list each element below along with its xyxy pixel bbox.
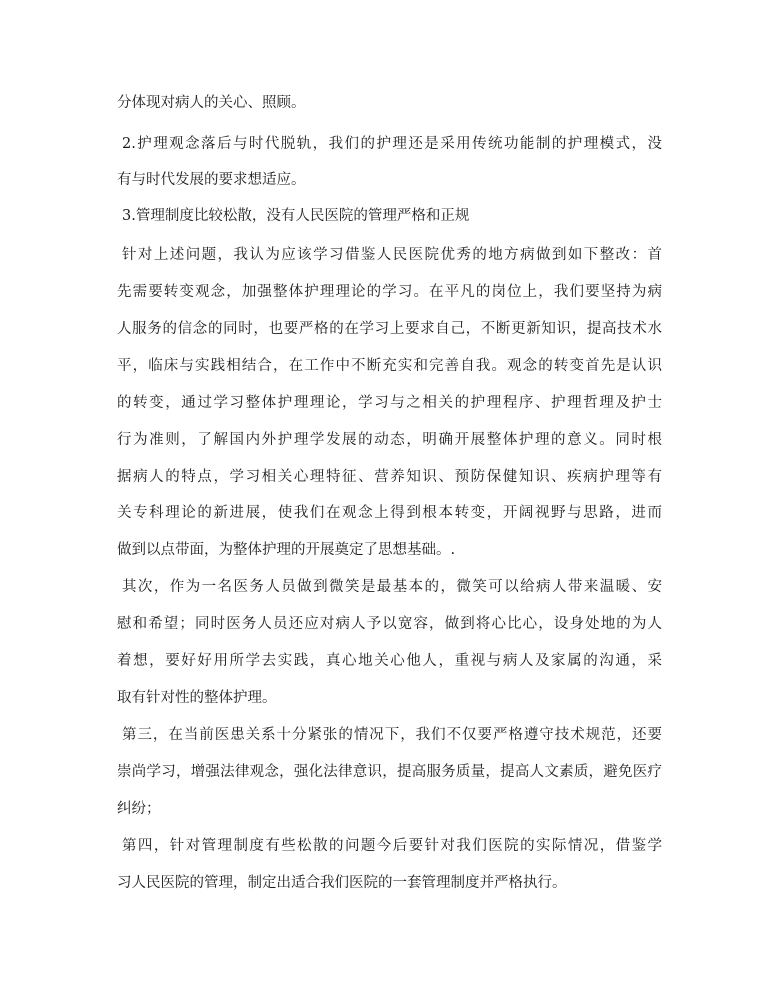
text-line: 针对上述问题，我认为应该学习借鉴人民医院优秀的地方病做到如下整改：首 <box>122 247 662 263</box>
text-line: 人服务的信念的同时，也要严格的在学习上要求自己，不断更新知识，提高技术水 <box>117 321 662 337</box>
text-line: 3.管理制度比较松散，没有人民医院的管理严格和正规 <box>122 208 470 224</box>
text-line: 2.护理观念落后与时代脱轨，我们的护理还是采用传统功能制的护理模式，没 <box>122 136 662 152</box>
text-line: 关专科理论的新进展，使我们在观念上得到根本转变，开阔视野与思路，进而 <box>117 505 662 521</box>
text-line: 平，临床与实践相结合，在工作中不断充实和完善自我。观念的转变首先是认识 <box>117 358 662 374</box>
text-line: 据病人的特点，学习相关心理特征、营养知识、预防保健知识、疾病护理等有 <box>117 469 662 485</box>
text-line: 第四，针对管理制度有些松散的问题今后要针对我们医院的实际情况，借鉴学 <box>122 838 662 854</box>
text-line: 崇尚学习，增强法律观念，强化法律意识，提高服务质量，提高人文素质，避免医疗 <box>117 764 662 780</box>
text-line: 分体现对病人的关心、照顾。 <box>117 95 306 111</box>
text-line: 行为准则，了解国内外护理学发展的动态，明确开展整体护理的意义。同时根 <box>117 432 662 448</box>
text-line: 有与时代发展的要求想适应。 <box>117 172 306 188</box>
text-line: 纠纷； <box>117 801 161 817</box>
text-line: 其次，作为一名医务人员做到微笑是最基本的，微笑可以给病人带来温暖、安 <box>122 579 662 595</box>
text-line: 第三，在当前医患关系十分紧张的情况下，我们不仅要严格遵守技术规范，还要 <box>122 727 662 743</box>
text-line: 做到以点带面，为整体护理的开展奠定了思想基础。. <box>117 542 456 558</box>
text-line: 习人民医院的管理，制定出适合我们医院的一套管理制度并严格执行。 <box>117 875 567 891</box>
text-line: 先需要转变观念，加强整体护理理论的学习。在平凡的岗位上，我们要坚持为病 <box>117 284 662 300</box>
text-line: 着想，要好好用所学去实践，真心地关心他人，重视与病人及家属的沟通，采 <box>117 653 662 669</box>
text-line: 取有针对性的整体护理。 <box>117 690 277 706</box>
text-line: 的转变，通过学习整体护理理论，学习与之相关的护理程序、护理哲理及护士 <box>117 395 662 411</box>
text-line: 慰和希望；同时医务人员还应对病人予以宽容，做到将心比心，设身处地的为人 <box>117 616 662 632</box>
